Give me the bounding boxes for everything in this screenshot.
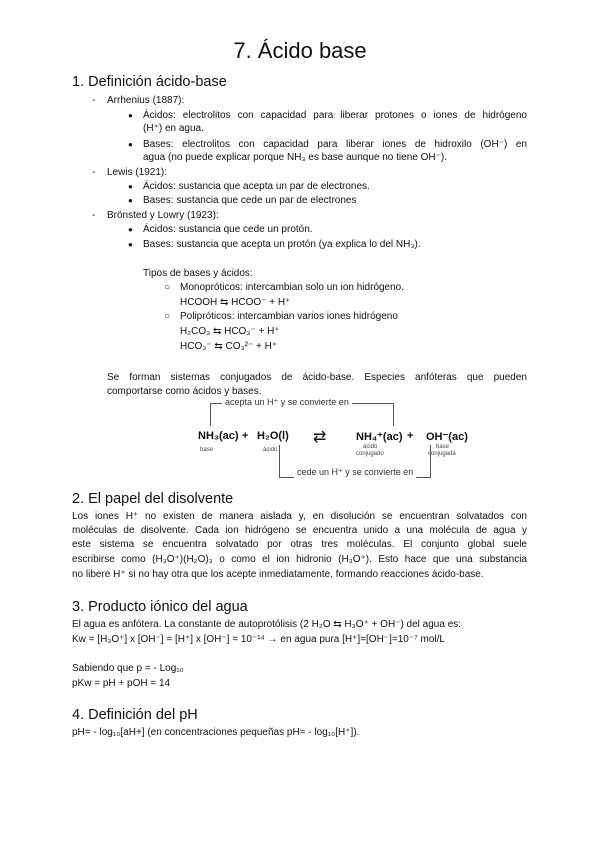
solvent-line3: este sistema se encuentra solvatado por otras tres moléculas. El conjunto global suele <box>72 539 527 550</box>
section-heading-2: 2. El papel del disolvente <box>72 491 234 507</box>
plus-sign: + <box>242 430 249 442</box>
section-heading-4: 4. Definición del pH <box>72 707 198 723</box>
species-oh-role-2: conjugada <box>428 451 456 457</box>
lewis-base: Bases: sustancia que cede un par de electrones <box>143 195 357 206</box>
list-dash: - <box>92 95 96 106</box>
species-nh3: NH₃(ac) <box>198 430 239 442</box>
circle-bullet-icon: ○ <box>164 282 171 293</box>
bullet-icon: ● <box>128 111 133 120</box>
water-line1: El agua es anfótera. La constante de autoprotólisis (2 H₂O ⇆ H₃O⁺ + OH⁻) del agua es: <box>72 619 462 630</box>
lewis-label: Lewis (1921): <box>107 167 168 178</box>
species-oh-role-1: base <box>436 444 450 450</box>
section-heading-3: 3. Producto iónico del agua <box>72 599 248 615</box>
list-dash: - <box>92 210 96 221</box>
water-line3: Sabiendo que p = - Log₁₀ <box>72 663 184 674</box>
arrhenius-base-line2: agua (no puede explicar porque NH₃ es base aunque no tiene OH⁻). <box>143 152 447 163</box>
polyprotic-text: Polipróticos: intercambian varios iones hidrógeno <box>180 311 398 322</box>
arrhenius-acid-line1: Ácidos: electrolitos con capacidad para liberar protones o iones de hidrógeno <box>143 110 527 121</box>
donate-label: cede un H⁺ y se convierte en <box>294 467 416 478</box>
accept-label: acepta un H⁺ y se convierte en <box>222 397 352 408</box>
conjugate-text-line1: Se forman sistemas conjugados de ácido-base. Especies anfóteras que pueden <box>107 372 527 383</box>
water-pkw-equation: pKw = pH + pOH = 14 <box>72 678 171 689</box>
lewis-acid: Ácidos: sustancia que acepta un par de electrones. <box>143 181 370 192</box>
monoprotic-text: Monopróticos: intercambian solo un ion hidrógeno. <box>180 282 405 293</box>
polyprotic-equation-1: H₂CO₃ ⇆ HCO₃⁻ + H⁺ <box>180 326 280 337</box>
species-h2o-role: ácido <box>263 447 278 453</box>
arrhenius-label: Arrhenius (1887): <box>107 95 185 106</box>
ph-definition: pH= - log₁₀[aH+] (en concentraciones pequeñas pH= - log₁₀[H⁺]). <box>72 727 360 738</box>
bronsted-base: Bases: sustancia que acepta un protón (ya explica lo del NH₃). <box>143 239 421 250</box>
water-kw-equation: Kw = [H₃O⁺] x [OH⁻] = [H⁺] x [OH⁻] = 10⁻¹⁴ → en agua pura [H⁺]=[OH⁻]=10⁻⁷ mol/L <box>72 634 445 645</box>
solvent-line5: no libere H⁺ si no hay otra que los acepte inmediatamente, formando reacciones ácido-base. <box>72 569 484 580</box>
page-title: 7. Ácido base <box>233 38 367 63</box>
circle-bullet-icon: ○ <box>164 311 171 322</box>
arrhenius-acid-line2: (H⁺) en agua. <box>143 123 204 134</box>
bronsted-label: Brönsted y Lowry (1923): <box>107 210 219 221</box>
bronsted-acid: Ácidos: sustancia que cede un protón. <box>143 224 313 235</box>
species-nh3-role: base <box>200 447 214 453</box>
bullet-icon: ● <box>128 140 133 149</box>
species-h2o: H₂O(l) <box>257 430 289 442</box>
species-oh: OH⁻(ac) <box>426 431 468 443</box>
arrhenius-base-line1: Bases: electrolitos con capacidad para liberar iones de hidroxilo (OH⁻) en <box>143 139 527 150</box>
species-nh4: NH₄⁺(ac) <box>356 431 403 443</box>
solvent-line1: Los iones H⁺ no existen de manera aislada y, en disolución se encuentran solvatados con <box>72 511 527 522</box>
bullet-icon: ● <box>128 225 133 234</box>
plus-sign: + <box>407 430 414 442</box>
solvent-line4: escribirse como (H₃O⁺)(H₂O)₃ o como el ion hidronio (H₃O⁺). Esto hace que una substancia <box>72 554 527 565</box>
bullet-icon: ● <box>128 240 133 249</box>
conjugate-pairs-diagram <box>190 397 470 485</box>
species-nh4-role-2: conjugado <box>356 451 384 457</box>
solvent-line2: moléculas de disolvente. Cada ion hidrógeno se encuentra unido a una molécula de agua y <box>72 525 527 536</box>
conjugate-text-line2: comportarse como ácidos y bases. <box>107 386 262 397</box>
species-nh4-role-1: ácido <box>363 444 378 450</box>
equilibrium-arrow-icon: ⇄ <box>313 429 327 446</box>
section-heading-1: 1. Definición ácido-base <box>72 74 227 90</box>
monoprotic-equation: HCOOH ⇆ HCOO⁻ + H⁺ <box>180 297 291 308</box>
bullet-icon: ● <box>128 196 133 205</box>
list-dash: - <box>92 167 96 178</box>
polyprotic-equation-2: HCO₃⁻ ⇆ CO₃²⁻ + H⁺ <box>180 341 278 352</box>
bullet-icon: ● <box>128 182 133 191</box>
types-title: Tipos de bases y ácidos: <box>143 268 253 279</box>
